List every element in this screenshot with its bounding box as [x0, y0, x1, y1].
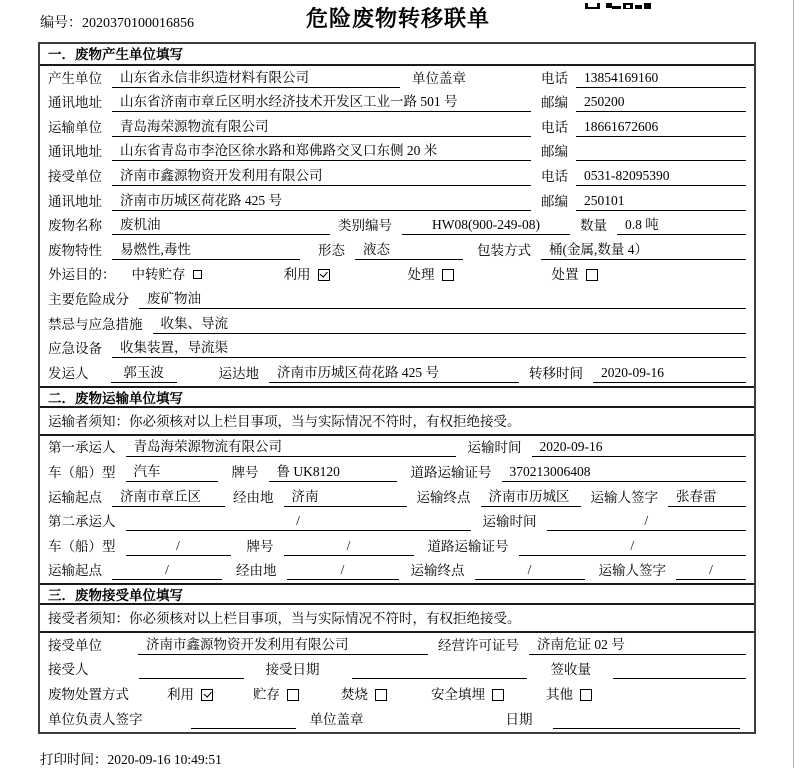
option-disposal-store: [253, 685, 299, 704]
row-accept-unit: [40, 633, 754, 658]
checkbox-disposal-store: [287, 689, 299, 701]
route-start-value: 济南市章丘区: [112, 487, 225, 507]
road-permit-value: 370213006408: [502, 462, 747, 482]
checkbox-treat: [442, 269, 454, 281]
plate-label: 牌号: [231, 464, 259, 480]
phone-label: 电话: [541, 119, 568, 135]
receiver-phone-group: [541, 166, 746, 186]
checkbox-dispose: [586, 269, 598, 281]
row-emergency-equipment: [40, 337, 754, 362]
vehicle-type-label: 车（船）型: [48, 538, 116, 554]
row-waste-property: [40, 238, 754, 263]
section2-notice: 运输者须知：你必须核对以上栏目事项，当与实际情况不符时，有权拒绝接受。: [40, 408, 754, 436]
category-label: 类别编号: [338, 218, 392, 234]
option-dispose: [552, 265, 598, 284]
row-receiver-address: [40, 189, 754, 214]
receiver-value: 济南市鑫源物资开发利用有限公司: [112, 166, 531, 186]
document-header: [0, 0, 796, 42]
carrier-sign-2-value: /: [676, 560, 746, 580]
transporter-label: 运输单位: [48, 119, 102, 135]
qr-code-icon: [585, 0, 651, 9]
option-label: 贮存: [253, 687, 280, 703]
seal-label: 单位盖章: [309, 711, 364, 727]
transport-time-value: 2020-09-16: [532, 437, 747, 457]
signed-quantity-label: 签收量: [550, 662, 591, 678]
row-producer-address: [40, 91, 754, 116]
row-hazard-component: [40, 287, 754, 312]
license-value: 济南危证 02 号: [529, 635, 746, 655]
page-right-edge: [793, 0, 794, 768]
plate-2-value: /: [284, 536, 414, 556]
option-label: 焚烧: [341, 687, 368, 703]
row-receiver: [40, 164, 754, 189]
option-utilize: [284, 265, 330, 284]
row-producer: [40, 66, 754, 91]
disposal-method-label: 废物处置方式: [48, 687, 129, 703]
route-start-label: 运输起点: [48, 563, 102, 579]
category-value: HW08(900-249-08): [402, 215, 570, 235]
option-label: 中转贮存: [131, 267, 186, 283]
taboo-measures-value: 收集、导流: [153, 314, 747, 334]
route-start-label: 运输起点: [48, 489, 102, 505]
accept-unit-value: 济南市鑫源物资开发利用有限公司: [138, 635, 428, 655]
route-via-label: 经由地: [233, 489, 274, 505]
producer-label: 产生单位: [48, 70, 102, 86]
responsible-sign-label: 单位负责人签字: [48, 711, 143, 727]
seal-label: 单位盖章: [412, 70, 466, 86]
producer-value: 山东省永信非织造材料有限公司: [112, 68, 400, 88]
responsible-sign-value: [191, 728, 296, 729]
plate-label: 牌号: [246, 538, 274, 554]
first-carrier-value: 青岛海荣源物流有限公司: [126, 437, 456, 457]
print-time: [40, 748, 222, 768]
route-end-label: 运输终点: [410, 563, 465, 579]
emergency-equipment-value: 收集装置，导流渠: [112, 338, 746, 358]
section3-notice: 接受者须知：你必须核对以上栏目事项，当与实际情况不符时，有权拒绝接受。: [40, 605, 754, 633]
producer-address-value: 山东省济南市章丘区明水经济技术开发区工业一路 501 号: [112, 92, 531, 112]
date-value: [553, 728, 741, 729]
phone-label: 电话: [541, 70, 568, 86]
quantity-value: 0.8 吨: [617, 215, 746, 235]
vehicle-type-label: 车（船）型: [48, 464, 116, 480]
row-vehicle-1: [40, 460, 754, 485]
route-start-2-value: /: [112, 560, 222, 580]
row-dispatch: [40, 361, 754, 386]
option-treat: [408, 265, 454, 284]
receiver-address-value: 济南市历城区荷花路 425 号: [112, 191, 531, 211]
option-label: 其他: [546, 687, 573, 703]
form-label: 形态: [318, 242, 345, 258]
transporter-value: 青岛海荣源物流有限公司: [112, 117, 531, 137]
accept-date-value: [352, 678, 527, 679]
zip-label: 邮编: [541, 95, 568, 111]
option-label: 处置: [551, 267, 579, 283]
transfer-form: [38, 42, 756, 734]
transporter-zip-value: [576, 160, 746, 161]
row-route-1: [40, 485, 754, 510]
carrier-sign-label: 运输人签字: [590, 489, 658, 505]
route-end-2-value: /: [475, 560, 585, 580]
route-end-value: 济南市历城区: [481, 487, 581, 507]
section2-heading: 二．废物运输单位填写: [40, 386, 754, 408]
option-disposal-other: [546, 685, 592, 704]
option-label: 安全填埋: [431, 687, 485, 703]
checkbox-utilize: [318, 269, 330, 281]
serial-value: 2020370100016856: [82, 16, 194, 31]
signed-quantity-value: [613, 678, 746, 679]
row-waste-name: [40, 214, 754, 239]
address-label: 通讯地址: [48, 144, 102, 160]
row-second-carrier: [40, 510, 754, 535]
row-transporter-address: [40, 140, 754, 165]
print-time-label: 打印时间：: [40, 752, 108, 767]
receiver-label: 接受单位: [48, 168, 102, 184]
waste-property-label: 废物特性: [48, 242, 102, 258]
vehicle-type-2-value: /: [126, 536, 231, 556]
section1-heading: 一．废物产生单位填写: [40, 44, 754, 66]
option-label: 处理: [407, 267, 435, 283]
row-outbound-purpose: [40, 263, 754, 288]
address-label: 通讯地址: [48, 193, 102, 209]
row-first-carrier: [40, 436, 754, 461]
checkbox-disposal-utilize: [201, 689, 213, 701]
hazard-component-label: 主要危险成分: [48, 291, 129, 307]
address-label: 通讯地址: [48, 95, 102, 111]
producer-zip-value: 250200: [576, 92, 746, 112]
plate-value: 鲁 UK8120: [269, 462, 397, 482]
waste-name-label: 废物名称: [48, 218, 102, 234]
receiver-zip-value: 250101: [576, 191, 746, 211]
hazard-component-value: 废矿物油: [139, 289, 746, 309]
transfer-time-label: 转移时间: [529, 365, 583, 381]
form-value: 液态: [355, 240, 463, 260]
producer-phone-group: [541, 68, 746, 88]
acceptor-value: [139, 678, 244, 679]
producer-phone-value: 13854169160: [576, 68, 746, 88]
destination-value: 济南市历城区荷花路 425 号: [269, 363, 519, 383]
transporter-address-value: 山东省青岛市李沧区徐水路和郑佛路交叉口东侧 20 米: [112, 141, 531, 161]
destination-label: 运达地: [218, 365, 259, 381]
accept-unit-label: 接受单位: [48, 637, 102, 653]
route-via-label: 经由地: [236, 563, 277, 579]
road-permit-label: 道路运输证号: [427, 538, 509, 554]
section3-heading: 三．废物接受单位填写: [40, 583, 754, 605]
transport-time-label: 运输时间: [467, 440, 522, 456]
first-carrier-label: 第一承运人: [48, 440, 116, 456]
option-transfer-storage: [132, 265, 202, 284]
carrier-sign-value: 张春雷: [668, 487, 746, 507]
transporter-phone-group: [541, 117, 746, 137]
row-responsible-signature: [40, 707, 754, 732]
row-acceptor: [40, 658, 754, 683]
transporter-zip-group: [541, 142, 746, 161]
option-disposal-landfill: [431, 685, 504, 704]
row-taboo-measures: [40, 312, 754, 337]
row-vehicle-2: [40, 534, 754, 559]
row-disposal-method: [40, 682, 754, 707]
option-disposal-incinerate: [341, 685, 387, 704]
transport-time-label: 运输时间: [482, 514, 537, 530]
option-label: 利用: [167, 687, 194, 703]
packing-label: 包装方式: [477, 242, 531, 258]
outbound-purpose-label: 外运目的：: [48, 267, 116, 283]
row-route-2: [40, 559, 754, 584]
road-permit-label: 道路运输证号: [410, 464, 492, 480]
option-label: 利用: [283, 267, 311, 283]
print-time-value: 2020-09-16 10:49:51: [107, 752, 222, 767]
checkbox-disposal-landfill: [492, 689, 504, 701]
emergency-equipment-label: 应急设备: [48, 341, 102, 357]
transporter-phone-value: 18661672606: [576, 117, 746, 137]
license-label: 经营许可证号: [438, 637, 519, 653]
dispatcher-value: 郭玉波: [111, 363, 177, 383]
quantity-label: 数量: [580, 218, 607, 234]
producer-zip-group: [541, 92, 746, 112]
second-carrier-label: 第二承运人: [48, 514, 116, 530]
taboo-measures-label: 禁忌与应急措施: [48, 316, 143, 332]
date-label: 日期: [505, 711, 533, 727]
phone-label: 电话: [541, 168, 568, 184]
transport-time-2-value: /: [547, 511, 747, 531]
road-permit-2-value: /: [519, 536, 747, 556]
transfer-time-value: 2020-09-16: [593, 363, 746, 383]
zip-label: 邮编: [541, 193, 568, 209]
serial-label: 编号：: [40, 16, 82, 31]
row-transporter: [40, 115, 754, 140]
accept-date-label: 接受日期: [265, 662, 320, 678]
route-via-value: 济南: [284, 487, 407, 507]
route-end-label: 运输终点: [416, 489, 471, 505]
acceptor-label: 接受人: [48, 662, 89, 678]
checkbox-disposal-incinerate: [375, 689, 387, 701]
zip-label: 邮编: [541, 144, 568, 160]
checkbox-disposal-other: [580, 689, 592, 701]
packing-value: 桶(金属,数量 4）: [541, 240, 746, 260]
dispatcher-label: 发运人: [48, 365, 89, 381]
waste-property-value: 易燃性,毒性: [112, 240, 300, 260]
page-title: 危险废物转移联单: [305, 6, 490, 31]
second-carrier-value: /: [126, 511, 471, 531]
option-disposal-utilize: [167, 685, 213, 704]
waste-name-value: 废机油: [112, 215, 330, 235]
checkbox-transfer-storage: [193, 270, 202, 279]
receiver-zip-group: [541, 191, 746, 211]
receiver-phone-value: 0531-82095390: [576, 166, 746, 186]
route-via-2-value: /: [287, 560, 399, 580]
vehicle-type-value: 汽车: [126, 462, 218, 482]
carrier-sign-label: 运输人签字: [598, 563, 666, 579]
